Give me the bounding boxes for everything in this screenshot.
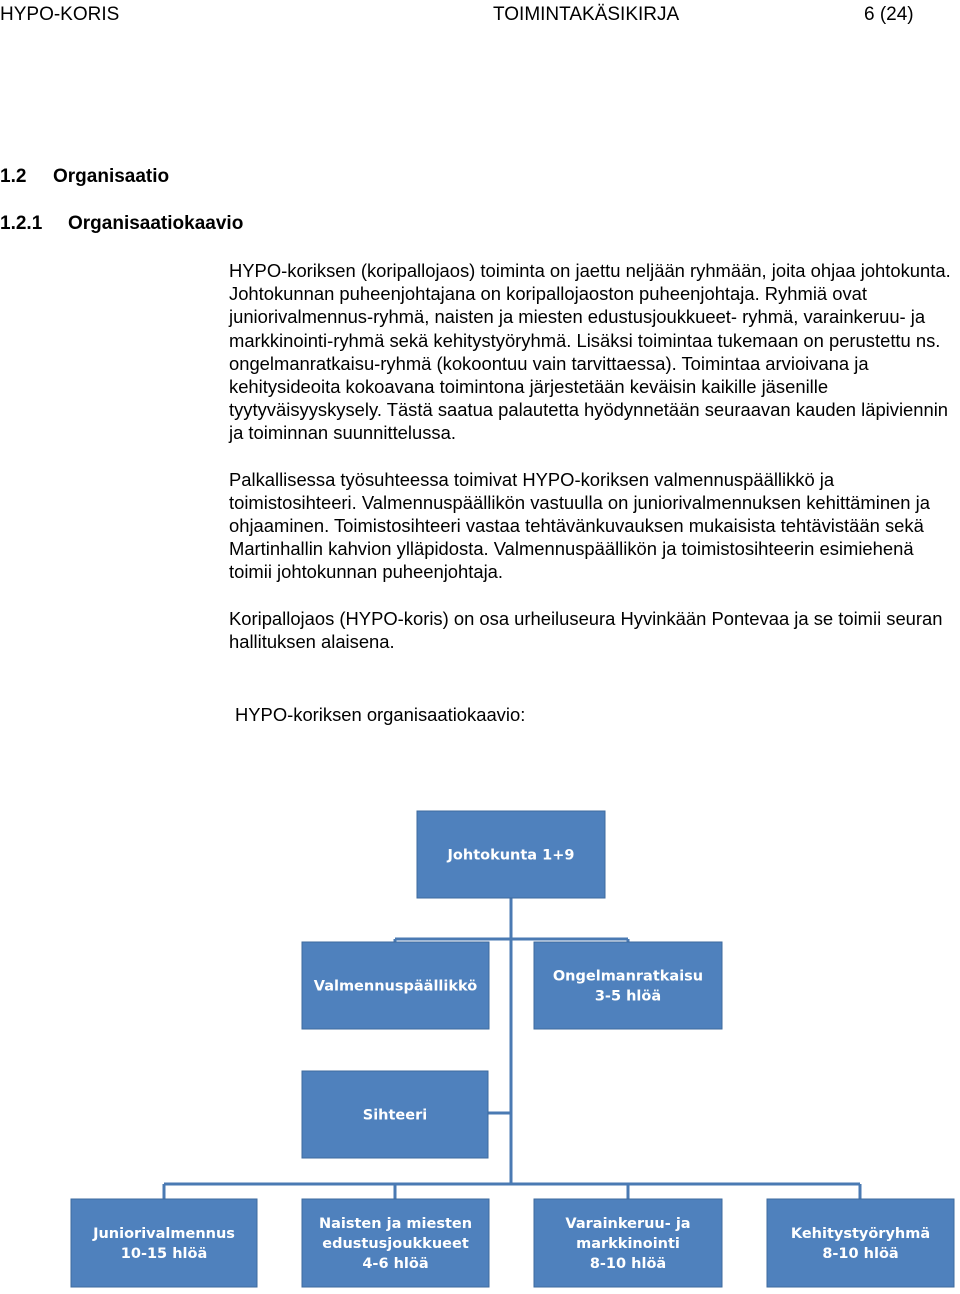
- section-number: 1.2: [0, 166, 27, 187]
- paragraph-affiliation: Koripallojaos (HYPO-koris) on osa urheiluseura Hyvinkään Pontevaa ja se toimii seuran hallituksen alaisena.: [229, 607, 943, 652]
- connector-level-2: [164, 1184, 860, 1199]
- org-box-label: Kehitystyöryhmä: [790, 1226, 931, 1242]
- org-box-label: 10-15 hlöä: [120, 1246, 208, 1262]
- org-chart-connectors: [164, 898, 860, 1199]
- section-title: Organisaatio: [53, 166, 170, 187]
- org-box-varainkeruu: [534, 1199, 722, 1287]
- org-box-label: 4-6 hlöä: [362, 1256, 429, 1272]
- org-box-label: Johtokunta 1+9: [447, 847, 575, 864]
- org-box-sihteeri: [302, 1071, 488, 1158]
- org-box-ongelmanratkaisu: [534, 942, 722, 1029]
- org-box-edustusjoukkueet: [302, 1199, 489, 1287]
- chart-caption: HYPO-koriksen organisaatiokaavio:: [235, 704, 526, 725]
- org-box-label: Naisten ja miesten: [318, 1216, 473, 1232]
- org-box-rect: [71, 1199, 257, 1287]
- org-box-rect: [534, 942, 722, 1029]
- org-box-valmennuspaallikko: [302, 942, 489, 1029]
- header-title: TOIMINTAKÄSIKIRJA: [493, 4, 680, 25]
- subsection-number: 1.2.1: [0, 213, 43, 234]
- org-box-label: edustusjoukkueet: [322, 1236, 469, 1252]
- org-box-label: Varainkeruu- ja: [565, 1216, 691, 1232]
- org-box-juniorivalmennus: [71, 1199, 257, 1287]
- org-box-label: 8-10 hlöä: [822, 1246, 899, 1262]
- paragraph-groups: HYPO-koriksen (koripallojaos) toiminta on jaettu neljään ryhmään, joita ohjaa johtokunta. Johtokunnan puheenjohtajana on koripallojaoston puheenjohtaja. Ryhmiä ovat juniorivalmennus-ryhmä, naisten ja miesten edustusjoukkueet- ryhmä, varainkeruu- ja markkinointi-ryhmä sekä kehitystyöryhmä. Lisäksi toimintaa tukemaan on perustettu ns. ongelmanratkaisu-ryhmä (kokoontuu vain tarvittaessa). Toimintaa arvioivana ja kehitysideoita kokoavana toimintona järjestetään keväisin kaikille jäsenille tyytyväisyyskysely. Tästä saatua palautetta hyödynnetään seuraavan kauden läpiviennin ja toiminnan suunnittelussa.: [229, 260, 951, 444]
- org-box-label: Valmennuspäällikkö: [313, 978, 478, 995]
- page-number: 6 (24): [864, 4, 914, 25]
- header-left: HYPO-KORIS: [0, 4, 120, 25]
- org-box-label: Sihteeri: [362, 1107, 428, 1124]
- org-box-label: Ongelmanratkaisu: [552, 968, 704, 985]
- org-box-label: markkinointi: [576, 1236, 680, 1252]
- paragraph-staff: Palkallisessa työsuhteessa toimivat HYPO-koriksen valmennuspäällikkö ja toimistosihteeri. Valmennuspäällikön vastuulla on juniorivalmennuksen kehittäminen ja ohjaaminen. Toimistosihteeri vastaa tehtävänkuvauksen mukaisista tehtävistään sekä Martinhallin kahvion ylläpidosta. Valmennuspäällikön ja toimistosihteerin esimiehenä toimii johtokunnan puheenjohtaja.: [229, 468, 930, 583]
- org-box-rect: [767, 1199, 954, 1287]
- org-box-johtokunta: [417, 811, 605, 898]
- org-box-kehitystyoryhma: [767, 1199, 954, 1287]
- org-box-label: Juniorivalmennus: [93, 1226, 235, 1242]
- org-box-label: 3-5 hlöä: [594, 988, 662, 1005]
- subsection-title: Organisaatiokaavio: [68, 213, 244, 234]
- org-box-label: 8-10 hlöä: [589, 1256, 667, 1272]
